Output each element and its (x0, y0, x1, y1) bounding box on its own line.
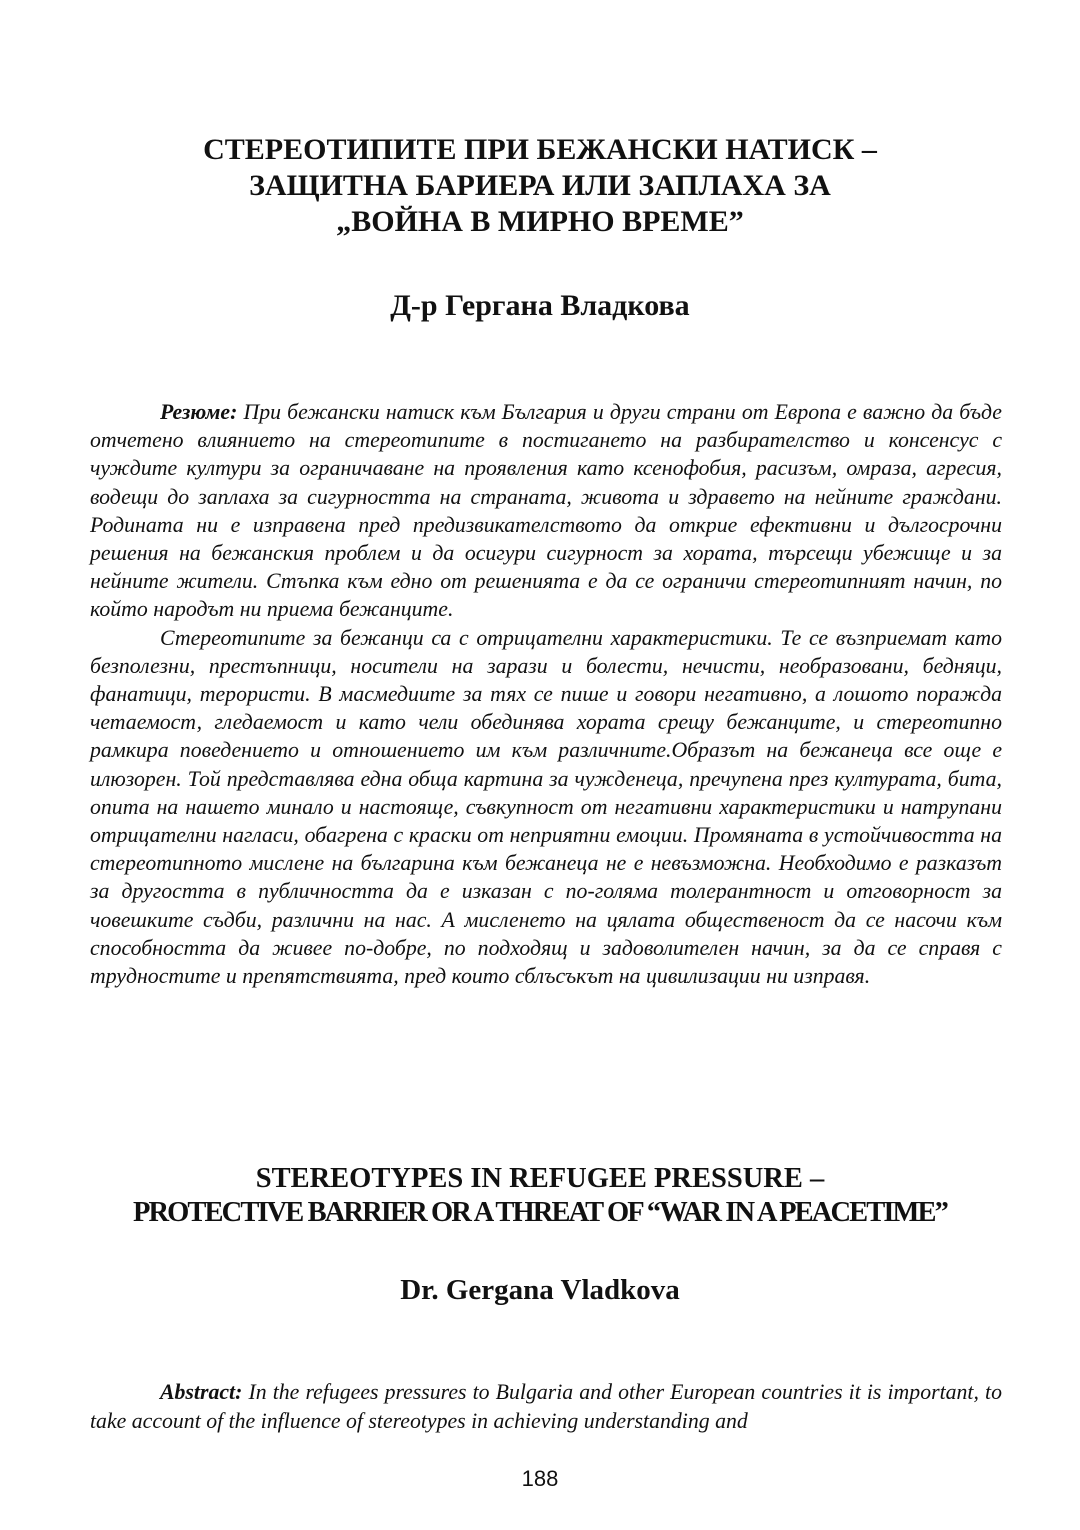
abstract-bg-text-1: При бежански натиск към България и други страни от Европа е важно да бъде отчетено влиянието на стереотипите в постигането на разбирателство и консенсус с чуждите култури за ограничаване на проявления като ксенофобия, расизъм, омраза, агресия, водещи до заплаха за сигурността на страната, живота и здравето на нейните граждани. Родината ни е изправена пред предизвикателството да открие ефективни и дългосрочни решения на бежанския проблем и да осигури сигурност за хората, търсещи убежище и за нейните жители. Стъпка към едно от решенията е да се ограничи стереотипният начин, по който народът ни приема бежанците. (90, 400, 1002, 622)
author-bg: Д-р Гергана Владкова (390, 289, 690, 322)
abstract-bg (90, 398, 1002, 990)
article-title-en (60, 1162, 1020, 1230)
abstract-en (90, 1378, 1002, 1436)
title-en-line-1: STEREOTYPES IN REFUGEE PRESSURE – (255, 1163, 825, 1194)
page-number: 188 (521, 1466, 559, 1491)
title-bg-line-2: ЗАЩИТНА БАРИЕРА ИЛИ ЗАПЛАХА ЗА (249, 169, 831, 202)
title-bg-line-1: СТЕРЕОТИПИТЕ ПРИ БЕЖАНСКИ НАТИСК – (203, 133, 877, 166)
title-bg-line-3: „ВОЙНА В МИРНО ВРЕМЕ” (336, 205, 744, 238)
abstract-en-text: In the refugees pressures to Bulgaria and other European countries it is important, to take account of the influence of stereotypes in achieving understanding and (90, 1380, 1002, 1433)
abstract-en-label: Abstract: (160, 1380, 243, 1404)
article-title-bg (90, 132, 990, 240)
abstract-en-paragraph (90, 1378, 1002, 1436)
abstract-bg-label: Резюме: (160, 400, 238, 424)
author-en: Dr. Gergana Vladkova (400, 1274, 680, 1306)
abstract-bg-paragraph-1 (90, 398, 1002, 624)
abstract-bg-paragraph-2: Стереотипите за бежанци са с отрицателни характеристики. Те се възприемат като безполезни, престъпници, носители на зарази и болести, нечисти, необразовани, бедняци, фанатици, терористи. В масмедиите за тях се пише и говори негативно, а лошото поражда четаемост, гледаемост и като чели обединява хората срещу бежанците, и стереотипно рамкира поведението и отношението им към различните.Образът на бежанеца все още е илюзорен. Той представлява една обща картина за чужденеца, пречупена през културата, бита, опита на нашето минало и настояще, съвкупност от негативни характеристики и натрупани отрицателни нагласи, обагрена с краски от неприятни емоции. Промяната в устойчивостта на стереотипното мислене на българина към бежанеца не е невъзможна. Необходимо е разказът за другостта в публичността да е изказан с по-голяма толерантност и отговорност за човешките съдби, различни на нас. А мисленето на цялата общественост да се насочи към способността да живее по-добре, по подходящ и задоволителен начин, за да се справя с трудностите и препятствията, пред които сблъсъкът на цивилизации ни изправя. (90, 625, 1002, 989)
title-en-line-2: PROTECTIVE BARRIER OR A THREAT OF “WAR IN A PEACETIME” (132, 1197, 948, 1228)
